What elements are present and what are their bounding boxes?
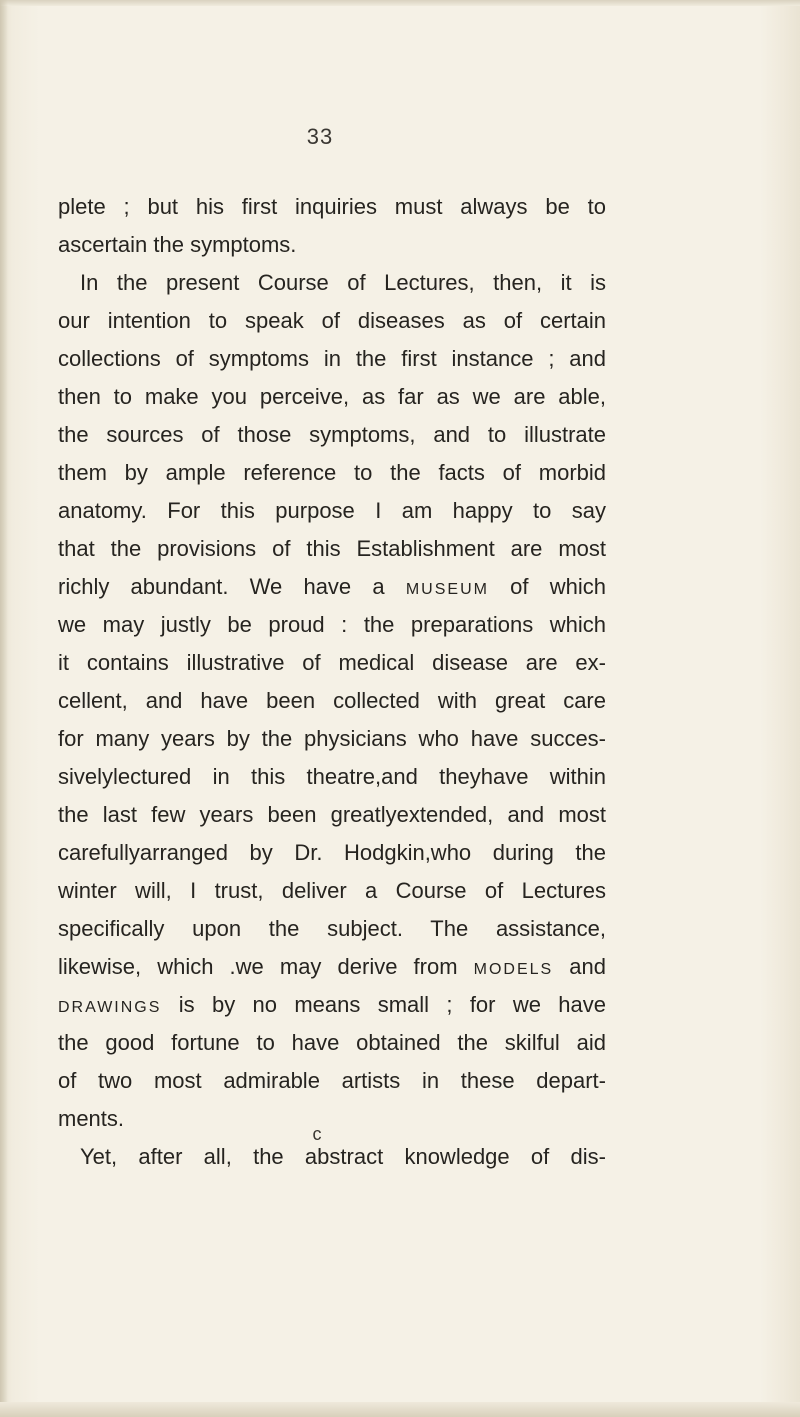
text-line: anatomy. For this purpose I am happy to say <box>58 498 606 523</box>
text-line: the sources of those symptoms, and to illustrate <box>58 422 606 447</box>
text-line: sivelylectured in this theatre,and theyhave within <box>58 764 606 789</box>
text-line: plete ; but his first inquiries must always be to <box>58 194 606 219</box>
text-line: specifically upon the subject. The assistance, <box>58 916 606 941</box>
signature-mark: c <box>312 1124 322 1144</box>
text-line: winter will, I trust, deliver a Course of Lectures <box>58 878 606 903</box>
page-number: 33 <box>306 124 334 149</box>
small-caps-museum: MUSEUM <box>405 581 489 598</box>
text-line: carefullyarranged by Dr. Hodgkin,who during the <box>58 840 606 865</box>
page-binding-shadow <box>0 0 8 1417</box>
text-line: ascertain the symptoms. <box>58 232 297 257</box>
text-line: them by ample reference to the facts of morbid <box>58 460 606 485</box>
paragraph-start-line: Yet, after all, the abstract knowledge of dis- <box>80 1144 606 1169</box>
text-line: we may justly be proud : the preparations which <box>58 612 606 637</box>
text-line: it contains illustrative of medical disease are ex- <box>58 650 606 675</box>
text-line: of two most admirable artists in these depart- <box>58 1068 606 1093</box>
page-top-edge <box>0 0 800 6</box>
text-line: that the provisions of this Establishment are most <box>58 536 606 561</box>
small-caps-models: MODELS <box>473 961 554 978</box>
text-line: richly abundant. We have a MUSEUM of which <box>58 574 606 599</box>
text-line: DRAWINGS is by no means small ; for we have <box>58 992 606 1017</box>
text-line: ments. <box>58 1106 125 1131</box>
text-line: likewise, which .we may derive from MODELS and <box>58 954 606 979</box>
text-line: for many years by the physicians who have succes- <box>58 726 606 751</box>
text-line: cellent, and have been collected with great care <box>58 688 606 713</box>
text-line: our intention to speak of diseases as of certain <box>58 308 606 333</box>
text-line: the good fortune to have obtained the skilful aid <box>58 1030 606 1055</box>
text-line: the last few years been greatlyextended, and most <box>58 802 606 827</box>
text-line: collections of symptoms in the first instance ; and <box>58 346 606 371</box>
body-text <box>58 188 606 1176</box>
small-caps-drawings: DRAWINGS <box>58 999 162 1016</box>
text-line: then to make you perceive, as far as we are able, <box>58 384 606 409</box>
paragraph-start-line: In the present Course of Lectures, then, it is <box>80 270 606 295</box>
page-bottom-edge <box>0 1402 800 1417</box>
